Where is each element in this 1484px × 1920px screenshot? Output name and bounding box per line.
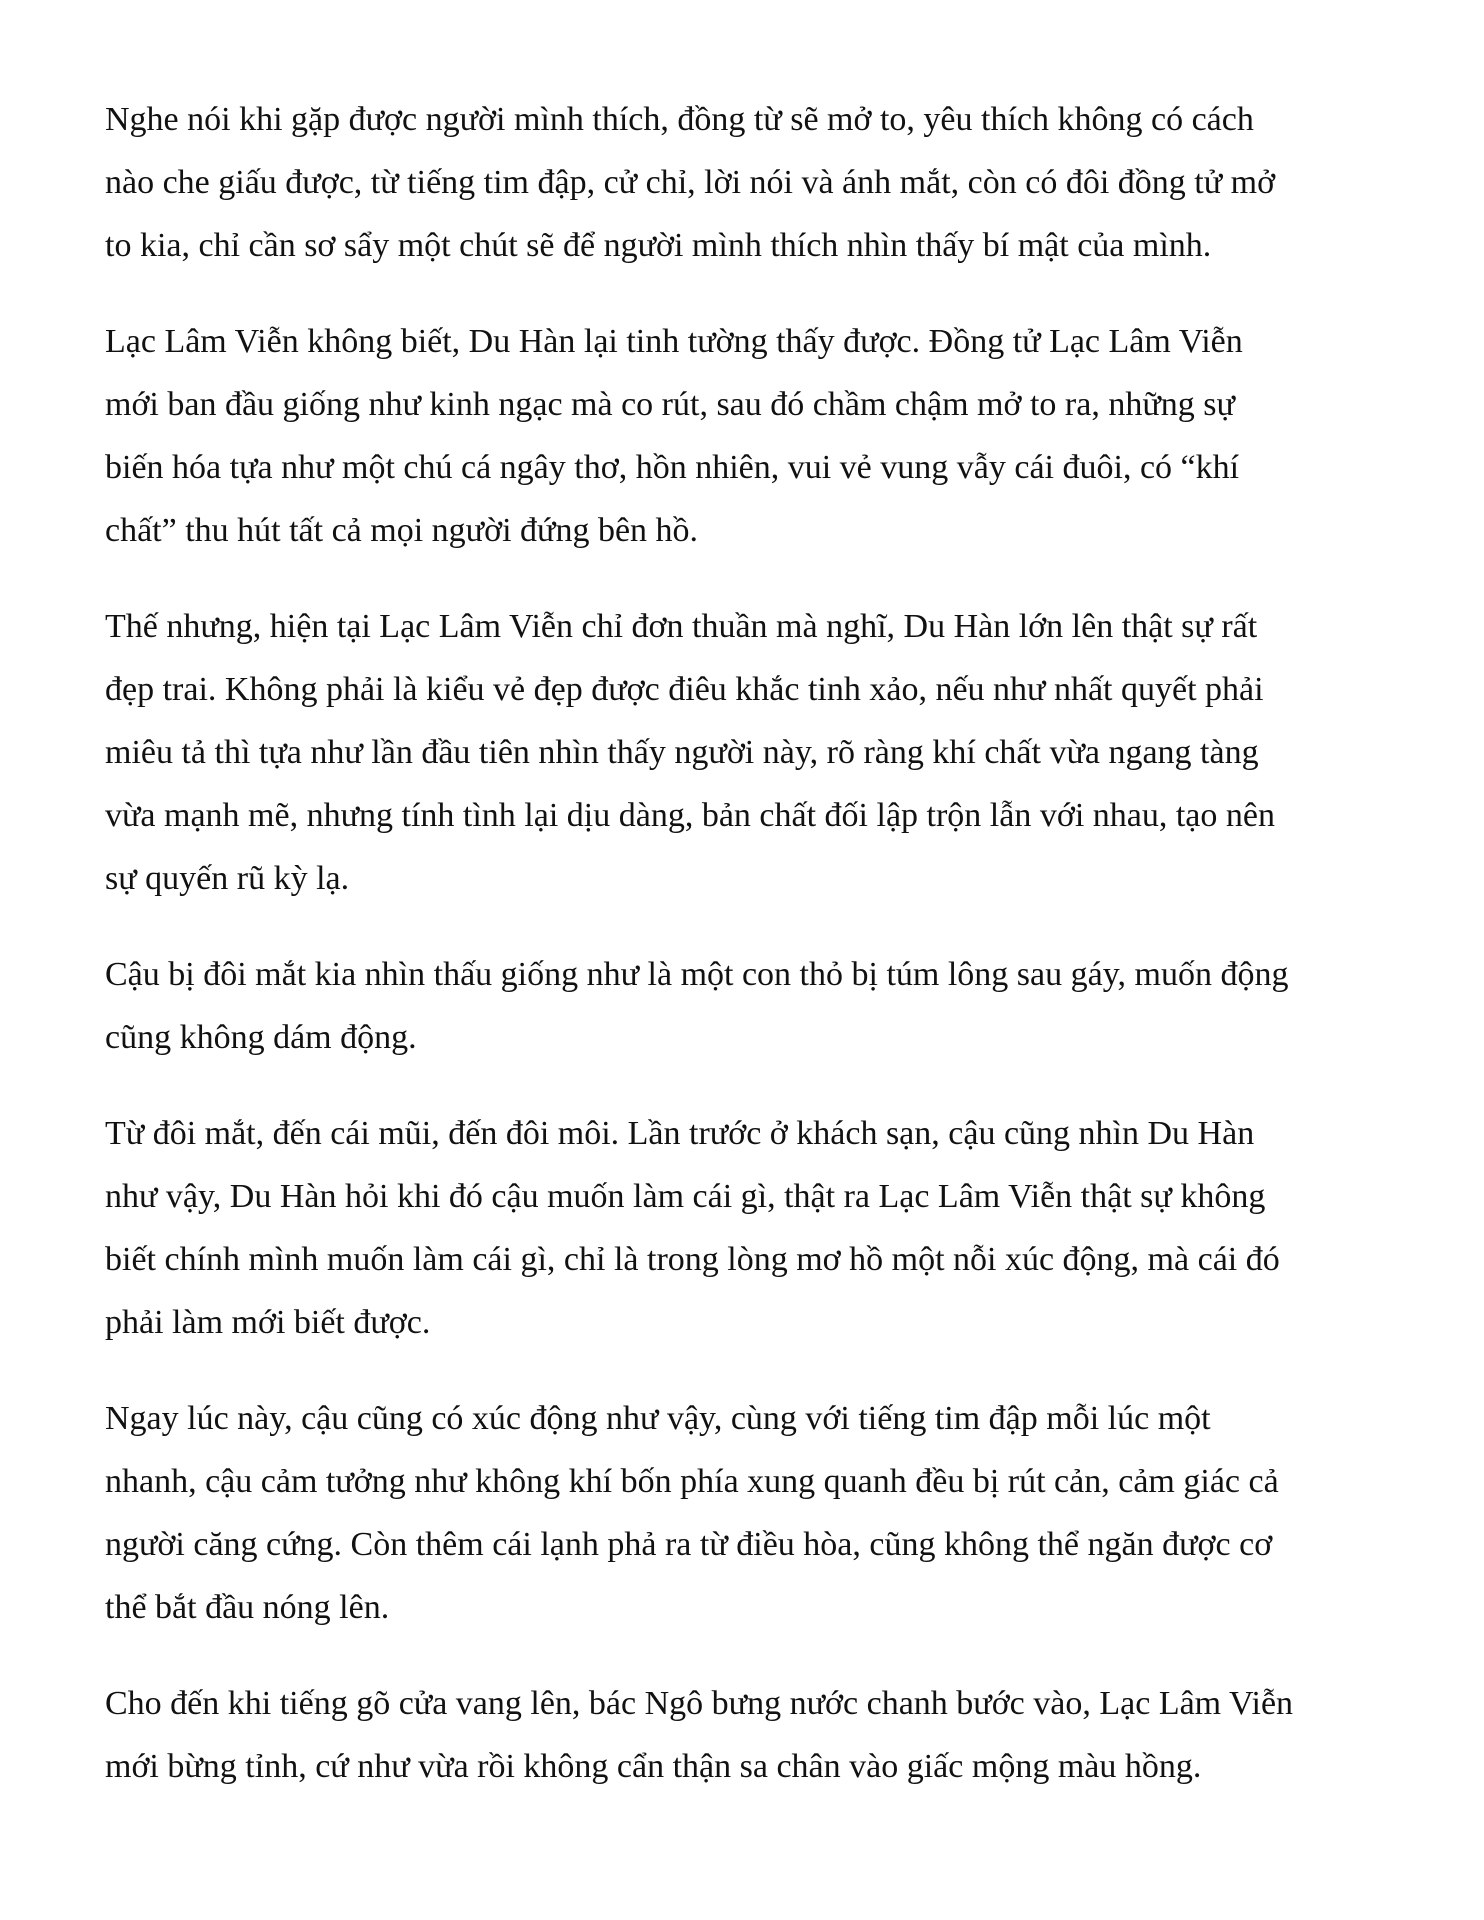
text-line: mới ban đầu giống như kinh ngạc mà co rút, sau đó chầm chậm mở to ra, những sự	[105, 386, 1235, 423]
text-line: miêu tả thì tựa như lần đầu tiên nhìn thấy người này, rõ ràng khí chất vừa ngang tàng	[105, 734, 1259, 771]
text-line: Nghe nói khi gặp được người mình thích, đồng từ sẽ mở to, yêu thích không có cách	[105, 101, 1254, 138]
paragraph-6	[105, 1387, 1393, 1639]
text-line: Lạc Lâm Viễn không biết, Du Hàn lại tinh tường thấy được. Đồng tử Lạc Lâm Viễn	[105, 323, 1243, 360]
paragraph-2	[105, 310, 1393, 562]
paragraph-4	[105, 943, 1393, 1069]
text-line: đẹp trai. Không phải là kiểu vẻ đẹp được điêu khắc tinh xảo, nếu như nhất quyết phải	[105, 671, 1264, 708]
text-line: vừa mạnh mẽ, nhưng tính tình lại dịu dàng, bản chất đối lập trộn lẫn với nhau, tạo nên	[105, 797, 1275, 834]
text-line: Từ đôi mắt, đến cái mũi, đến đôi môi. Lần trước ở khách sạn, cậu cũng nhìn Du Hàn	[105, 1115, 1255, 1152]
text-line: người căng cứng. Còn thêm cái lạnh phả ra từ điều hòa, cũng không thể ngăn được cơ	[105, 1526, 1273, 1563]
paragraph-5	[105, 1102, 1393, 1354]
paragraph-3	[105, 595, 1393, 910]
text-line: Cho đến khi tiếng gõ cửa vang lên, bác Ngô bưng nước chanh bước vào, Lạc Lâm Viễn	[105, 1685, 1294, 1722]
paragraph-1	[105, 88, 1393, 277]
text-line: mới bừng tỉnh, cứ như vừa rồi không cẩn thận sa chân vào giấc mộng màu hồng.	[105, 1748, 1202, 1785]
text-line: chất” thu hút tất cả mọi người đứng bên hồ.	[105, 512, 699, 549]
text-line: biết chính mình muốn làm cái gì, chỉ là trong lòng mơ hồ một nỗi xúc động, mà cái đó	[105, 1241, 1280, 1278]
text-line: phải làm mới biết được.	[105, 1304, 431, 1341]
text-line: Ngay lúc này, cậu cũng có xúc động như vậy, cùng với tiếng tim đập mỗi lúc một	[105, 1400, 1211, 1437]
paragraph-7	[105, 1672, 1393, 1798]
text-line: cũng không dám động.	[105, 1019, 417, 1056]
text-line: nhanh, cậu cảm tưởng như không khí bốn phía xung quanh đều bị rút cản, cảm giác cả	[105, 1463, 1279, 1500]
text-line: biến hóa tựa như một chú cá ngây thơ, hồn nhiên, vui vẻ vung vẫy cái đuôi, có “khí	[105, 449, 1240, 486]
text-line: to kia, chỉ cần sơ sẩy một chút sẽ để người mình thích nhìn thấy bí mật của mình.	[105, 227, 1212, 264]
text-line: Thế nhưng, hiện tại Lạc Lâm Viễn chỉ đơn thuần mà nghĩ, Du Hàn lớn lên thật sự rất	[105, 608, 1258, 645]
text-line: sự quyến rũ kỳ lạ.	[105, 860, 350, 897]
text-line: như vậy, Du Hàn hỏi khi đó cậu muốn làm cái gì, thật ra Lạc Lâm Viễn thật sự không	[105, 1178, 1266, 1215]
text-line: thể bắt đầu nóng lên.	[105, 1589, 390, 1626]
text-line: nào che giấu được, từ tiếng tim đập, cử chỉ, lời nói và ánh mắt, còn có đôi đồng tử mở	[105, 164, 1276, 201]
text-line: Cậu bị đôi mắt kia nhìn thấu giống như là một con thỏ bị túm lông sau gáy, muốn động	[105, 956, 1289, 993]
document-page	[105, 88, 1393, 1831]
